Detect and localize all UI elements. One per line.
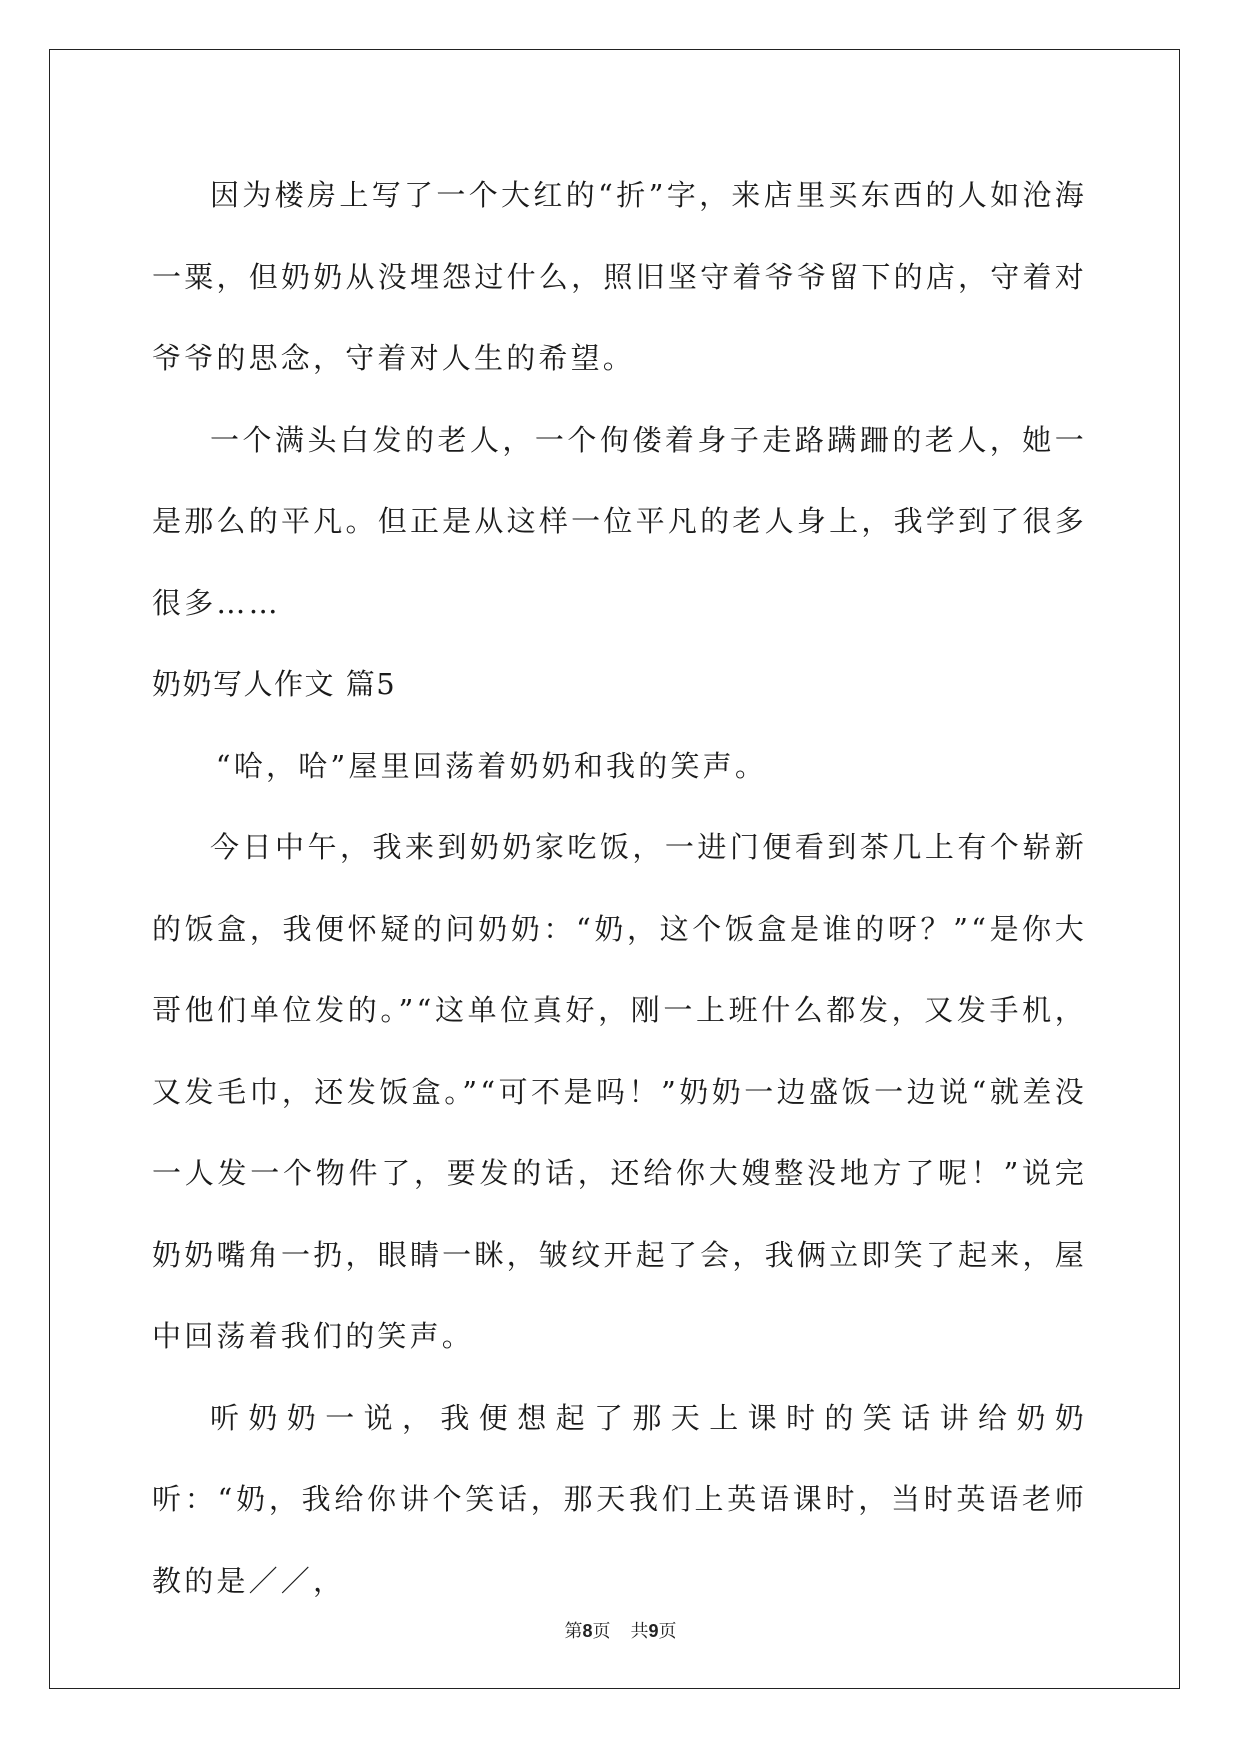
section-heading: 奶奶写人作文 篇5 bbox=[152, 667, 397, 701]
total-prefix: 共 bbox=[630, 1621, 649, 1642]
page-footer bbox=[0, 1617, 1241, 1643]
page-prefix: 第 bbox=[564, 1621, 583, 1642]
document-body bbox=[152, 155, 1087, 1622]
paragraph-laughter: “哈，哈”屋里回荡着奶奶和我的笑声。 bbox=[215, 748, 768, 783]
paragraph-lunch-box: 今日中午，我来到奶奶家吃饭，一进门便看到茶几上有个崭新的饭盒，我便怀疑的问奶奶：“奶，这个饭盒是谁的呀？”“是你大哥他们单位发的。”“这单位真好，刚一上班什么都发，又发手机，又发毛巾，还发饭盒。”“可不是吗！”奶奶一边盛饭一边说“就差没一人发一个物件了，要发的话，还给你大嫂整没地方了呢！”说完奶奶嘴角一扔，眼睛一眯，皱纹开起了会，我俩立即笑了起来，屋中回荡着我们的笑声。 bbox=[152, 830, 1087, 1353]
paragraph-shop: 因为楼房上写了一个大红的“折”字，来店里买东西的人如沧海一粟，但奶奶从没埋怨过什么，照旧坚守着爷爷留下的店，守着对爷爷的思念，守着对人生的希望。 bbox=[152, 178, 1087, 375]
total-suffix: 页 bbox=[658, 1621, 677, 1642]
page-suffix: 页 bbox=[592, 1621, 611, 1642]
current-page-number: 8 bbox=[582, 1621, 593, 1641]
total-pages-number: 9 bbox=[648, 1621, 659, 1641]
paragraph-joke: 听奶奶一说，我便想起了那天上课时的笑话讲给奶奶听：“奶，我给你讲个笑话，那天我们上英语课时，当时英语老师教的是／／， bbox=[152, 1400, 1087, 1598]
paragraph-old-woman: 一个满头白发的老人，一个佝偻着身子走路蹒跚的老人，她一是那么的平凡。但正是从这样一位平凡的老人身上，我学到了很多很多…… bbox=[152, 422, 1087, 620]
